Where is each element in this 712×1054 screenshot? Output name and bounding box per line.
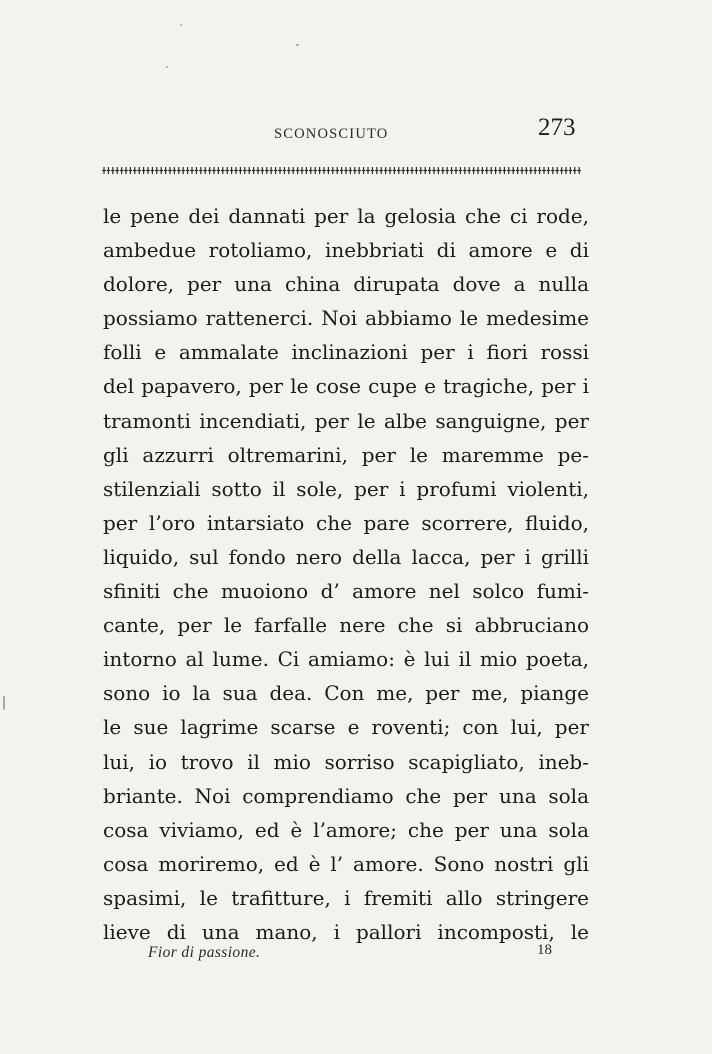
ornament-mark	[459, 170, 463, 171]
ornament-mark	[305, 170, 309, 171]
ornament-mark	[467, 170, 471, 171]
ornament-mark	[533, 170, 537, 171]
ornament-mark	[507, 170, 511, 171]
ornament-mark	[181, 170, 185, 171]
ornament-mark	[542, 170, 546, 171]
ornament-mark	[379, 170, 383, 171]
ornament-mark	[437, 170, 441, 171]
ornament-mark	[177, 170, 181, 171]
ornament-mark	[529, 170, 533, 171]
ornament-mark	[190, 170, 194, 171]
text-line: folli e ammalate inclinazioni per i fiori rossi	[103, 340, 589, 365]
ornament-mark	[401, 170, 405, 171]
ornament-mark	[155, 170, 159, 171]
signature-title: Fior di passione.	[148, 944, 261, 961]
ornament-mark	[415, 170, 419, 171]
ornament-mark	[115, 170, 119, 171]
text-line: dolore, per una china dirupata dove a nulla	[103, 272, 589, 297]
ornament-mark	[239, 170, 243, 171]
ornament-mark	[137, 170, 141, 171]
ornament-mark	[331, 170, 335, 171]
ornament-mark	[203, 170, 207, 171]
ornament-mark	[212, 170, 216, 171]
ornament-mark	[309, 170, 313, 171]
ornament-mark	[173, 170, 177, 171]
ornament-mark	[353, 170, 357, 171]
ornament-mark	[555, 170, 559, 171]
text-line: intorno al lume. Ci amiamo: è lui il mio poeta,	[103, 647, 589, 672]
text-line: possiamo rattenerci. Noi abbiamo le medesime	[103, 306, 589, 331]
ornament-mark	[283, 170, 287, 171]
ornament-mark	[547, 170, 551, 171]
ornament-mark	[234, 170, 238, 171]
ornament-mark	[349, 170, 353, 171]
text-line: sfiniti che muoiono d’ amore nel solco fumi-	[103, 579, 589, 604]
ornament-mark	[388, 170, 392, 171]
ornament-mark	[538, 170, 542, 171]
ornament-mark	[256, 170, 260, 171]
ornament-mark	[265, 170, 269, 171]
ornament-mark	[340, 170, 344, 171]
text-line: cosa viviamo, ed è l’amore; che per una sola	[103, 817, 589, 842]
ornament-mark	[357, 170, 361, 171]
ornament-mark	[560, 170, 564, 171]
ornament-mark	[569, 170, 573, 171]
ornament-mark	[318, 170, 322, 171]
ornament-mark	[375, 170, 379, 171]
text-line: spasimi, le trafitture, i fremiti allo stringere	[103, 885, 589, 910]
ornament-mark	[520, 170, 524, 171]
ornament-mark	[573, 170, 577, 171]
ornament-mark	[335, 170, 339, 171]
ornament-mark	[525, 170, 529, 171]
ornament-mark	[432, 170, 436, 171]
running-head-title: SCONOSCIUTO	[274, 126, 389, 142]
text-line: liquido, sul fondo nero della lacca, per i grilli	[103, 544, 589, 569]
ornament-mark	[129, 170, 133, 171]
ornament-mark	[168, 170, 172, 171]
ornament-mark	[208, 170, 212, 171]
ornament-mark	[124, 170, 128, 171]
ornament-mark	[230, 170, 234, 171]
ornament-mark	[102, 170, 106, 171]
ornament-mark	[243, 170, 247, 171]
text-line: le sue lagrime scarse e roventi; con lui, per	[103, 715, 589, 740]
ornament-mark	[485, 170, 489, 171]
text-line: per l’oro intarsiato che pare scorrere, fluido,	[103, 510, 589, 535]
ornament-mark	[419, 170, 423, 171]
text-line: cosa moriremo, ed è l’ amore. Sono nostri gli	[103, 851, 589, 876]
ornament-mark	[498, 170, 502, 171]
ornament-mark	[252, 170, 256, 171]
text-line: sono io la sua dea. Con me, per me, piange	[103, 681, 589, 706]
ornament-mark	[397, 170, 401, 171]
paper-speck	[180, 24, 182, 26]
ornament-mark	[366, 170, 370, 171]
ornament-mark	[186, 170, 190, 171]
ornament-mark	[278, 170, 282, 171]
ornament-mark	[577, 170, 581, 171]
ornament-mark	[107, 170, 111, 171]
ornament-mark	[516, 170, 520, 171]
ornament-mark	[441, 170, 445, 171]
body-text	[103, 199, 589, 949]
ornament-mark	[142, 170, 146, 171]
signature-number: 18	[537, 942, 552, 958]
ornament-mark	[291, 170, 295, 171]
ornament-mark	[472, 170, 476, 171]
ornament-mark	[159, 170, 163, 171]
ornament-mark	[300, 170, 304, 171]
ornament-mark	[274, 170, 278, 171]
page-number: 273	[538, 114, 576, 141]
ornamental-rule-pattern	[102, 165, 586, 177]
ornament-mark	[287, 170, 291, 171]
ornament-mark	[410, 170, 414, 171]
ornament-mark	[111, 170, 115, 171]
text-line: lui, io trovo il mio sorriso scapigliato, ineb-	[103, 749, 589, 774]
ornament-mark	[269, 170, 273, 171]
ornament-mark	[423, 170, 427, 171]
ornament-mark	[344, 170, 348, 171]
ornament-mark	[371, 170, 375, 171]
text-line: del papavero, per le cose cupe e tragiche, per i	[103, 374, 589, 399]
text-line: tramonti incendiati, per le albe sanguigne, per	[103, 408, 589, 433]
text-line: stilenziali sotto il sole, per i profumi violenti,	[103, 476, 589, 501]
ornament-mark	[503, 170, 507, 171]
ornament-mark	[564, 170, 568, 171]
ornament-mark	[217, 170, 221, 171]
ornament-mark	[476, 170, 480, 171]
paper-speck	[3, 696, 5, 710]
ornament-mark	[247, 170, 251, 171]
ornament-mark	[489, 170, 493, 171]
text-line: briante. Noi comprendiamo che per una sola	[103, 783, 589, 808]
ornament-mark	[551, 170, 555, 171]
ornament-mark	[146, 170, 150, 171]
ornament-mark	[463, 170, 467, 171]
text-line: ambedue rotoliamo, inebbriati di amore e di	[103, 238, 589, 263]
text-line: gli azzurri oltremarini, per le maremme pe-	[103, 442, 589, 467]
ornament-mark	[445, 170, 449, 171]
ornament-mark	[261, 170, 265, 171]
ornament-mark	[384, 170, 388, 171]
ornament-mark	[450, 170, 454, 171]
ornament-mark	[494, 170, 498, 171]
ornament-mark	[195, 170, 199, 171]
ornament-mark	[327, 170, 331, 171]
ornament-mark	[406, 170, 410, 171]
text-line: le pene dei dannati per la gelosia che ci rode,	[103, 204, 589, 228]
ornament-mark	[428, 170, 432, 171]
ornament-mark	[164, 170, 168, 171]
ornament-mark	[225, 170, 229, 171]
ornament-mark	[296, 170, 300, 171]
ornamental-rule	[102, 165, 586, 177]
text-line: lieve di una mano, i pallori incomposti, le	[103, 919, 589, 944]
ornament-mark	[221, 170, 225, 171]
paper-speck	[166, 66, 168, 68]
ornament-mark	[393, 170, 397, 171]
ornament-mark	[511, 170, 515, 171]
ornament-mark	[133, 170, 137, 171]
ornament-mark	[199, 170, 203, 171]
ornament-mark	[362, 170, 366, 171]
paper-speck	[296, 44, 299, 46]
ornament-mark	[120, 170, 124, 171]
text-line: cante, per le farfalle nere che si abbruciano	[103, 613, 589, 638]
ornament-mark	[151, 170, 155, 171]
ornament-mark	[313, 170, 317, 171]
ornament-mark	[322, 170, 326, 171]
ornament-mark	[454, 170, 458, 171]
ornament-mark	[481, 170, 485, 171]
